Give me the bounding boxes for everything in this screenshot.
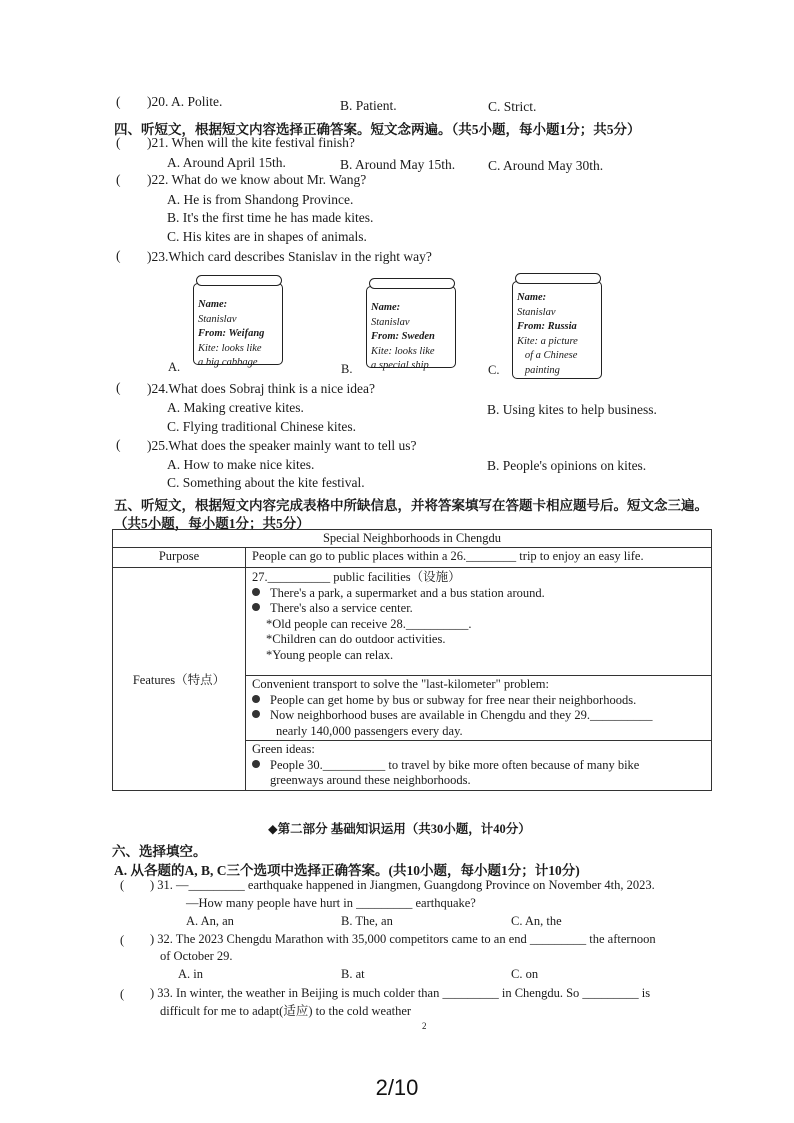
- question-25: )25.What does the speaker mainly want to tell us?: [147, 438, 417, 453]
- feature-line: There's a park, a supermarket and a bus station around.: [270, 585, 545, 600]
- bullet-icon: [252, 603, 260, 611]
- option-c: C. Flying traditional Chinese kites.: [167, 419, 356, 434]
- page-number-small: 2: [422, 1021, 427, 1031]
- card-line: Stanislav: [517, 306, 556, 318]
- page-indicator: 2/10: [375, 1075, 419, 1100]
- section-6-title: 六、选择填空。: [112, 844, 207, 859]
- features-cell-2: [246, 676, 712, 741]
- option-b: B. People's opinions on kites.: [487, 458, 647, 473]
- feature-heading: Green ideas:: [252, 742, 315, 756]
- card-line: Kite: looks like: [371, 345, 435, 357]
- option-c: C. Strict.: [488, 99, 537, 114]
- question-33: ) 33. In winter, the weather in Beijing is much colder than _________ in Chengdu. So _________ is: [150, 986, 651, 1000]
- option-a: A. How to make nice kites.: [167, 457, 315, 472]
- table-title: Special Neighborhoods in Chengdu: [113, 530, 712, 548]
- answer-paren: (: [116, 437, 121, 452]
- card-option-label: B.: [341, 362, 353, 376]
- card-line: a big cabbage: [198, 357, 258, 368]
- card-a: [193, 283, 283, 368]
- answer-paren: (: [116, 380, 121, 395]
- option-a: A. He is from Shandong Province.: [167, 192, 354, 207]
- question-21: )21. When will the kite festival finish?: [147, 135, 355, 150]
- option-b: B. at: [341, 967, 365, 981]
- card-line: Kite: a picture: [517, 335, 578, 347]
- card-line: Name:: [371, 302, 401, 313]
- card-c: [512, 281, 602, 379]
- features-cell-1: [246, 568, 712, 676]
- option-b: B. Using kites to help business.: [487, 402, 657, 417]
- card-line: a special ship: [371, 360, 429, 371]
- blank-30: People 30.__________ to travel by bike more often because of many bike: [270, 757, 640, 772]
- card-line: of a Chinese: [517, 350, 578, 361]
- answer-paren: (: [116, 172, 121, 187]
- bullet-icon: [252, 710, 260, 718]
- question-24: )24.What does Sobraj think is a nice idea?: [147, 381, 375, 396]
- bullet-icon: [252, 695, 260, 703]
- question-33-line-2: difficult for me to adapt(适应) to the cold weather: [160, 1004, 412, 1018]
- section-5-title: 五、听短文，根据短文内容完成表格中所缺信息，并将答案填写在答题卡相应题号后。短文念三遍。: [114, 498, 708, 513]
- feature-line: *Young people can relax.: [266, 647, 394, 662]
- card-line: From: Sweden: [371, 331, 435, 342]
- blank-27: 27.__________ public facilities（设施）: [252, 570, 461, 584]
- option-c: C. Something about the kite festival.: [167, 475, 365, 490]
- scroll-decoration: [196, 275, 282, 286]
- feature-line: nearly 140,000 passengers every day.: [276, 723, 463, 738]
- card-option-label: C.: [488, 363, 500, 377]
- part-2-title: ◆第二部分 基础知识运用（共30小题，计40分）: [268, 822, 531, 836]
- section-5-subtitle: （共5小题，每小题1分；共5分）: [114, 516, 310, 531]
- option-a: A. An, an: [186, 914, 234, 928]
- option-a: A. Around April 15th.: [167, 155, 286, 170]
- option-c: C. An, the: [511, 914, 562, 928]
- answer-paren: (: [120, 987, 125, 1001]
- answer-paren: (: [116, 248, 121, 263]
- option-c: C. His kites are in shapes of animals.: [167, 229, 367, 244]
- section-6-subtitle: A. 从各题的A, B, C三个选项中选择正确答案。(共10小题，每小题1分；计10分): [114, 863, 580, 878]
- feature-line: *Children can do outdoor activities.: [266, 632, 446, 646]
- purpose-label: Purpose: [113, 548, 246, 568]
- answer-paren: (: [116, 94, 121, 109]
- option-a: A. Making creative kites.: [167, 400, 304, 415]
- question-20: )20. A. Polite.: [147, 94, 223, 109]
- purpose-text: People can go to public places within a 26.________ trip to enjoy an easy life.: [246, 548, 712, 568]
- answer-paren: (: [120, 878, 125, 892]
- question-31-line-2: —How many people have hurt in _________ earthquake?: [186, 896, 476, 910]
- card-line: From: Russia: [517, 321, 577, 332]
- card-b: [366, 286, 456, 371]
- card-line: painting: [517, 364, 560, 376]
- scroll-decoration: [369, 278, 455, 289]
- bullet-icon: [252, 588, 260, 596]
- question-32-line-2: of October 29.: [160, 949, 233, 963]
- option-c: C. on: [511, 967, 539, 981]
- scroll-decoration: [515, 273, 601, 284]
- feature-line: greenways around these neighborhoods.: [270, 773, 471, 787]
- option-b: B. It's the first time he has made kites.: [167, 210, 374, 225]
- option-b: B. Around May 15th.: [340, 157, 456, 172]
- card-option-label: A.: [168, 360, 181, 374]
- option-a: A. in: [178, 967, 203, 981]
- answer-paren: (: [120, 933, 125, 947]
- blank-28: *Old people can receive 28.__________.: [266, 616, 472, 631]
- question-32: ) 32. The 2023 Chengdu Marathon with 35,000 competitors came to an end _________ the afternoon: [150, 932, 656, 946]
- option-c: C. Around May 30th.: [488, 158, 604, 173]
- blank-29: Now neighborhood buses are available in Chengdu and they 29.__________: [270, 708, 653, 722]
- question-22: )22. What do we know about Mr. Wang?: [147, 172, 367, 187]
- card-line: Stanislav: [198, 313, 237, 325]
- features-cell-3: [246, 741, 712, 791]
- option-b: B. The, an: [341, 914, 393, 928]
- neighborhoods-table: [112, 529, 712, 791]
- bullet-icon: [252, 760, 260, 768]
- card-line: From: Weifang: [198, 328, 265, 339]
- features-label: Features（特点）: [113, 568, 246, 791]
- option-b: B. Patient.: [340, 98, 397, 113]
- feature-line: People can get home by bus or subway for free near their neighborhoods.: [270, 692, 637, 707]
- card-line: Name:: [517, 292, 547, 303]
- feature-line: There's also a service center.: [270, 601, 413, 615]
- answer-paren: (: [116, 135, 121, 150]
- card-line: Stanislav: [371, 316, 410, 328]
- feature-heading: Convenient transport to solve the "last-kilometer" problem:: [252, 677, 549, 691]
- card-line: Kite: looks like: [198, 342, 262, 354]
- section-4-title: 四、听短文，根据短文内容选择正确答案。短文念两遍。（共5小题，每小题1分；共5分）: [114, 122, 641, 137]
- question-23: )23.Which card describes Stanislav in the right way?: [147, 249, 432, 264]
- card-line: Name:: [198, 299, 228, 310]
- question-31: ) 31. —_________ earthquake happened in Jiangmen, Guangdong Province on November 4th, 2023.: [150, 878, 655, 892]
